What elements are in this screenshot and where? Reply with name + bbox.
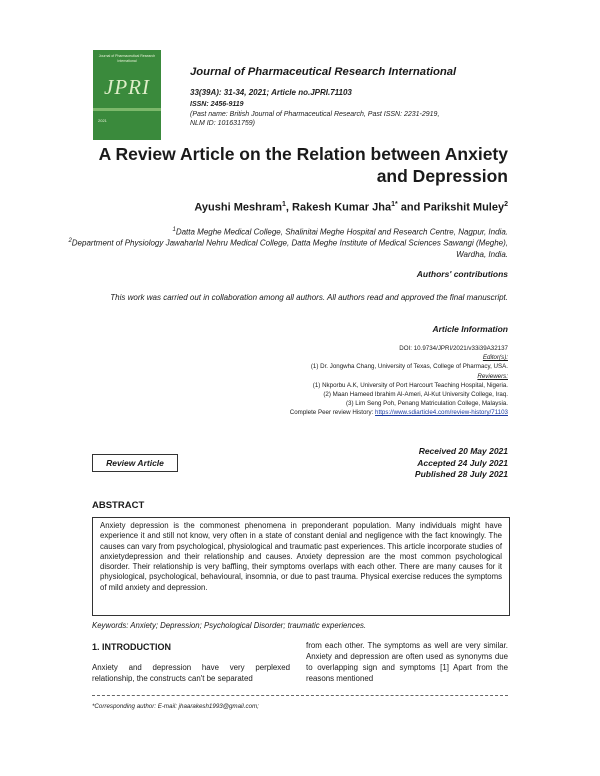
nlm-id: NLM ID: 101631759) [190,120,255,127]
review-history [88,408,508,417]
history-label: Complete Peer review History: [289,409,376,417]
affiliation-sup: 2 [68,238,72,244]
reviewer-item: (3) Lim Seng Poh, Penang Matriculation College, Malaysia. [346,400,508,408]
article-info-heading: Article Information [432,324,508,334]
publication-dates [415,446,508,481]
contributions-heading: Authors' contributions [416,269,508,279]
received-date: Received 20 May 2021 [418,446,508,456]
affiliation-2 [68,236,508,260]
journal-name: Journal of Pharmaceutical Research International [190,66,457,78]
accepted-date: Accepted 24 July 2021 [417,457,508,468]
author-sup: 1 [282,201,286,208]
footnote-divider [92,695,508,696]
introduction-heading: 1. INTRODUCTION [92,642,172,652]
title-line-1: A Review Article on the Relation between Anxiety [98,144,508,164]
abstract-text: Anxiety depression is the commonest phenomena in preponderant population. Many individuals might have experience it and still not know, very often in a state of constant denial and negligence with the fact knowingly. The causes can vary from psychological, physiological and traumatic past experiences. This article incorporate studies of anxietydepression and their relationship and causes. Anxiety depression are the most common psychological disorder. Their relationship is very baffling, their symptoms overlaps with each other. There are many causes for it physiological, psychological, behavioural, insomnia, or due to past trauma. Physical exercise reduces the symptoms of mild anxiety and depression. [92,517,510,616]
cover-journal-title: Journal of Pharmaceutical Research International [98,54,156,63]
author-name: Rakesh Kumar Jha [292,201,392,214]
author-name: Ayushi Meshram [194,201,283,214]
past-name: (Past name: British Journal of Pharmaceutical Research, Past ISSN: 2231-2919, [190,111,440,118]
author-sup: 1* [391,201,398,208]
reviewers-label: Reviewers: [477,372,508,380]
author-separator: , [285,201,293,214]
cover-band [93,108,161,111]
author-separator: and [397,201,424,214]
article-title [68,143,508,187]
published-date: Published 28 July 2021 [414,469,508,479]
volume-line: 33(39A): 31-34, 2021; Article no.JPRI.71103 [190,88,352,97]
journal-cover-image [93,50,161,140]
cover-logo: JPRI [104,75,150,99]
abstract-heading: ABSTRACT [92,500,145,511]
article-type-badge: Review Article [92,454,178,472]
history-link[interactable]: https://www.sdiarticle4.com/review-history/71103 [375,409,508,417]
intro-column-2: from each other. The symptoms as well are very similar. Anxiety and depression are often used as synonyms due to overlapping sign and symptoms [1] Apart from the reasons mentioned [306,641,508,683]
title-line-2: and Depression [376,166,508,186]
article-info-block [88,344,508,418]
reviewer-item: (1) Nkporbu A.K, University of Port Harcourt Teaching Hospital, Nigeria. [312,381,508,389]
intro-column-1: Anxiety and depression have very perplexed relationship, the constructs can't be separated [92,663,290,683]
corresponding-author-footnote: *Corresponding author: E-mail: jhaarakesh1993@gmail.com; [92,703,259,710]
contributions-text: This work was carried out in collaboration among all authors. All authors read and approved the final manuscript. [110,293,508,302]
author-name: Parikshit Muley [423,201,505,214]
affiliation-text: Datta Meghe Medical College, Shalinitai Meghe Hospital and Research Centre, Nagpur, India. [175,227,508,237]
affiliation-text: Department of Physiology Jawaharlal Nehru Medical College, Datta Meghe Institute of Medical Sciences Sawangi (Meghe), Wardha, India. [71,238,508,259]
doi: DOI: 10.9734/JPRI/2021/v33i39A32137 [399,345,508,352]
author-sup: 2 [504,201,508,208]
affiliation-sup: 1 [172,227,176,233]
editor: (1) Dr. Jongwha Chang, University of Texas, College of Pharmacy, USA. [310,363,508,371]
author-list [194,201,508,214]
reviewer-item: (2) Maan Hameed Ibrahim Al-Ameri, Al-Kut University College, Iraq. [323,391,508,399]
cover-year: 2021 [98,118,107,123]
keywords: Keywords: Anxiety; Depression; Psychological Disorder; traumatic experiences. [92,621,367,630]
issn: ISSN: 2456-9119 [190,101,244,108]
editor-label: Editor(s): [482,354,508,362]
